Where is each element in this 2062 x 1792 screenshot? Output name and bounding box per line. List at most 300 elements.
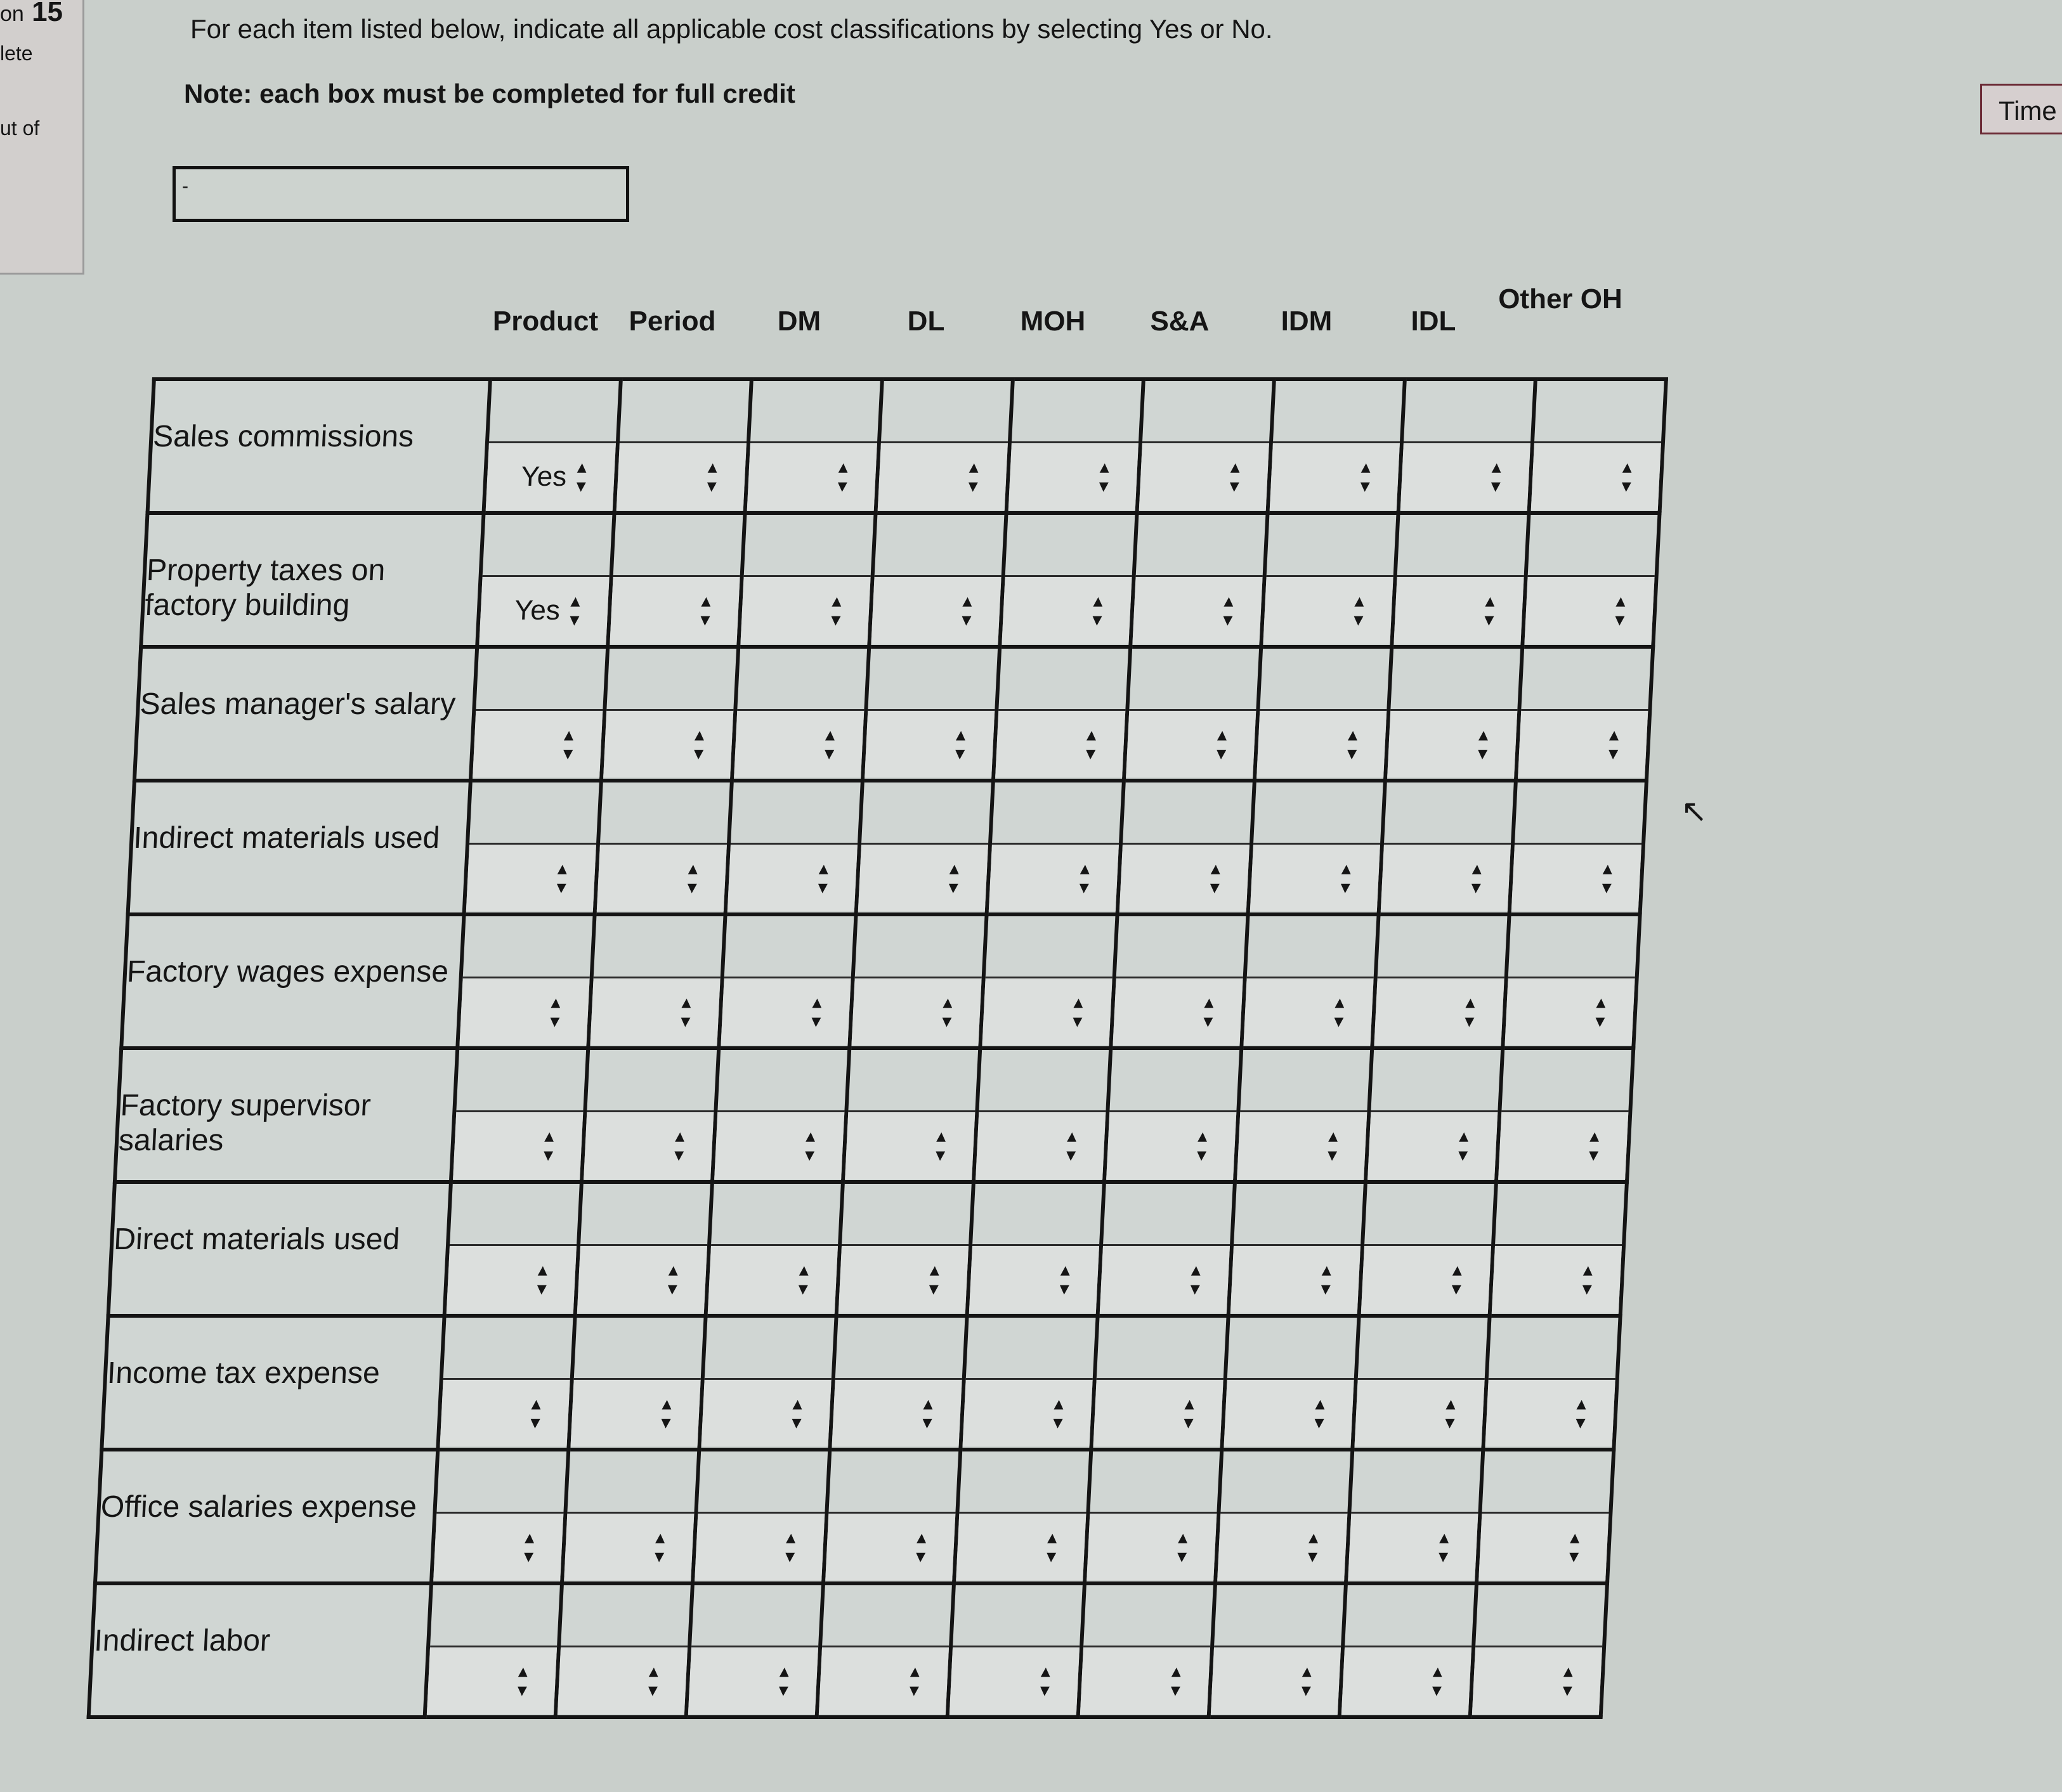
column-header: MOH bbox=[1020, 306, 1086, 337]
updown-arrows-icon: ▴ ▾ bbox=[1209, 857, 1221, 898]
updown-arrows-icon: ▴ ▾ bbox=[928, 1259, 940, 1299]
table-cell bbox=[562, 1450, 699, 1583]
table-cell bbox=[1007, 379, 1144, 513]
selected-value: Yes bbox=[514, 594, 561, 626]
yes-no-select[interactable] bbox=[1256, 711, 1387, 777]
table-cell bbox=[954, 1450, 1091, 1583]
yes-no-select[interactable] bbox=[1504, 978, 1635, 1045]
table-cell bbox=[1352, 1316, 1489, 1450]
updown-arrows-icon: ▴ ▾ bbox=[935, 1125, 947, 1165]
table-cell bbox=[1496, 1048, 1633, 1182]
updown-arrows-icon: ▴ ▾ bbox=[1490, 456, 1502, 497]
updown-arrows-icon: ▴ ▾ bbox=[654, 1526, 666, 1567]
yes-no-select[interactable] bbox=[865, 711, 995, 777]
table-cell bbox=[745, 379, 882, 513]
updown-arrows-icon: ▴ ▾ bbox=[1614, 590, 1626, 630]
updown-arrows-icon: ▴ ▾ bbox=[1183, 1393, 1195, 1433]
table-cell bbox=[686, 1583, 823, 1717]
column-header: DL bbox=[907, 306, 945, 337]
updown-arrows-icon: ▴ ▾ bbox=[536, 1259, 548, 1299]
table-row bbox=[141, 513, 1659, 647]
table-cell bbox=[1118, 781, 1255, 914]
yes-no-select[interactable] bbox=[1217, 1514, 1347, 1580]
updown-arrows-icon: ▴ ▾ bbox=[516, 1660, 529, 1701]
row-label: Sales manager's salary bbox=[134, 647, 477, 781]
table-cell bbox=[1503, 914, 1640, 1048]
table-cell bbox=[464, 781, 601, 914]
updown-arrows-icon: ▴ ▾ bbox=[941, 991, 953, 1032]
row-label: Indirect labor bbox=[89, 1583, 431, 1717]
yes-no-select[interactable] bbox=[433, 1514, 563, 1580]
updown-arrows-icon: ▴ ▾ bbox=[1581, 1259, 1593, 1299]
yes-no-select[interactable] bbox=[1498, 1112, 1628, 1179]
table-row bbox=[148, 379, 1666, 513]
updown-arrows-icon: ▴ ▾ bbox=[523, 1526, 535, 1567]
table-row bbox=[115, 1048, 1633, 1182]
table-cell bbox=[1130, 513, 1267, 647]
table-cell bbox=[863, 647, 1000, 781]
table-cell bbox=[1085, 1450, 1222, 1583]
yes-no-select[interactable] bbox=[459, 978, 589, 1045]
updown-arrows-icon: ▴ ▾ bbox=[1098, 456, 1110, 497]
table-row bbox=[101, 1316, 1620, 1450]
row-label: Direct materials used bbox=[108, 1182, 451, 1316]
row-label: Factory supervisor salaries bbox=[115, 1048, 457, 1182]
yes-no-select[interactable] bbox=[1387, 711, 1517, 777]
updown-arrows-icon: ▴ ▾ bbox=[1347, 724, 1359, 764]
table-cell bbox=[1516, 647, 1653, 781]
table-cell bbox=[993, 647, 1130, 781]
yes-no-select[interactable] bbox=[949, 1647, 1080, 1714]
updown-arrows-icon: ▴ ▾ bbox=[797, 1259, 809, 1299]
row-label: Income tax expense bbox=[101, 1316, 444, 1450]
updown-arrows-icon: ▴ ▾ bbox=[674, 1125, 686, 1165]
updown-arrows-icon: ▴ ▾ bbox=[1595, 991, 1607, 1032]
table-cell bbox=[1470, 1583, 1607, 1717]
table-cell bbox=[1392, 513, 1529, 647]
updown-arrows-icon: ▴ ▾ bbox=[955, 724, 967, 764]
yes-no-select[interactable] bbox=[1126, 711, 1256, 777]
row-label: Property taxes on factory building bbox=[141, 513, 483, 647]
yes-no-select[interactable] bbox=[1355, 1380, 1485, 1446]
updown-arrows-icon: ▴ ▾ bbox=[667, 1259, 679, 1299]
table-cell bbox=[706, 1182, 843, 1316]
yes-no-select[interactable] bbox=[1086, 1514, 1217, 1580]
yes-no-select[interactable] bbox=[832, 1380, 962, 1446]
table-cell bbox=[1477, 1450, 1614, 1583]
table-cell bbox=[856, 781, 993, 914]
table-cell bbox=[712, 1048, 849, 1182]
table-cell bbox=[1255, 647, 1392, 781]
updown-arrows-icon: ▴ ▾ bbox=[1196, 1125, 1208, 1165]
table-cell bbox=[1248, 781, 1385, 914]
updown-arrows-icon: ▴ ▾ bbox=[680, 991, 692, 1032]
yes-no-select[interactable] bbox=[1381, 845, 1511, 911]
yes-no-select[interactable] bbox=[1132, 577, 1262, 644]
table-cell bbox=[1483, 1316, 1620, 1450]
updown-arrows-icon: ▴ ▾ bbox=[1484, 590, 1496, 630]
updown-arrows-icon: ▴ ▾ bbox=[1307, 1526, 1319, 1567]
updown-arrows-icon: ▴ ▾ bbox=[1320, 1259, 1332, 1299]
yes-no-select[interactable] bbox=[1524, 577, 1654, 644]
yes-no-select[interactable] bbox=[989, 845, 1119, 911]
yes-no-select[interactable] bbox=[1243, 978, 1373, 1045]
updown-arrows-icon: ▴ ▾ bbox=[563, 724, 575, 764]
table-cell bbox=[726, 781, 863, 914]
column-header: S&A bbox=[1150, 306, 1210, 337]
row-label: Factory wages expense bbox=[121, 914, 464, 1048]
table-cell bbox=[1111, 914, 1248, 1048]
table-cell bbox=[849, 914, 986, 1048]
table-cell bbox=[974, 1048, 1111, 1182]
updown-arrows-icon: ▴ ▾ bbox=[660, 1393, 672, 1433]
yes-no-select[interactable] bbox=[577, 1246, 707, 1313]
table-cell bbox=[1235, 1048, 1372, 1182]
yes-no-select[interactable] bbox=[963, 1380, 1093, 1446]
updown-arrows-icon: ▴ ▾ bbox=[543, 1125, 555, 1165]
updown-arrows-icon: ▴ ▾ bbox=[1170, 1660, 1182, 1701]
table-cell bbox=[1510, 781, 1647, 914]
yes-no-select[interactable] bbox=[564, 1514, 694, 1580]
updown-arrows-icon: ▴ ▾ bbox=[706, 456, 718, 497]
column-header: IDM bbox=[1281, 306, 1333, 337]
table-cell bbox=[471, 647, 608, 781]
column-header: Other OH bbox=[1498, 283, 1622, 315]
table-cell bbox=[1098, 1182, 1235, 1316]
table-row bbox=[134, 647, 1653, 781]
table-cell bbox=[948, 1583, 1085, 1717]
table-cell bbox=[987, 781, 1124, 914]
yes-no-select[interactable] bbox=[1100, 1246, 1230, 1313]
table-row bbox=[95, 1450, 1614, 1583]
yes-no-select[interactable] bbox=[1093, 1380, 1223, 1446]
yes-no-select[interactable] bbox=[1393, 577, 1524, 644]
yes-no-select[interactable] bbox=[597, 845, 727, 911]
updown-arrows-icon: ▴ ▾ bbox=[693, 724, 705, 764]
table-cell bbox=[588, 914, 725, 1048]
yes-no-select[interactable] bbox=[995, 711, 1125, 777]
points-label: ut of bbox=[0, 117, 40, 140]
updown-arrows-icon: ▴ ▾ bbox=[647, 1660, 660, 1701]
yes-no-select[interactable] bbox=[976, 1112, 1106, 1179]
yes-no-select[interactable] bbox=[1478, 1514, 1608, 1580]
table-cell bbox=[1078, 1583, 1215, 1717]
table-cell bbox=[477, 513, 614, 647]
yes-no-select[interactable] bbox=[610, 577, 740, 644]
updown-arrows-icon: ▴ ▾ bbox=[1569, 1526, 1581, 1567]
table-cell bbox=[1340, 1583, 1477, 1717]
table-cell bbox=[582, 1048, 719, 1182]
yes-no-select[interactable] bbox=[701, 1380, 832, 1446]
yes-no-select[interactable] bbox=[1485, 1380, 1615, 1446]
updown-arrows-icon: ▴ ▾ bbox=[1046, 1526, 1058, 1567]
updown-arrows-icon: ▴ ▾ bbox=[1066, 1125, 1078, 1165]
table-cell bbox=[1529, 379, 1666, 513]
updown-arrows-icon: ▴ ▾ bbox=[804, 1125, 816, 1165]
table-cell bbox=[732, 647, 869, 781]
updown-arrows-icon: ▴ ▾ bbox=[967, 456, 979, 497]
yes-no-select[interactable] bbox=[584, 1112, 714, 1179]
table-cell bbox=[817, 1583, 954, 1717]
table-cell bbox=[575, 1182, 712, 1316]
updown-arrows-icon: ▴ ▾ bbox=[1444, 1393, 1456, 1433]
updown-arrows-icon: ▴ ▾ bbox=[1078, 857, 1090, 898]
yes-no-select[interactable] bbox=[1250, 845, 1380, 911]
yes-no-select[interactable] bbox=[845, 1112, 975, 1179]
column-header: Product bbox=[492, 306, 599, 337]
table-cell bbox=[431, 1450, 568, 1583]
yes-no-select[interactable] bbox=[1348, 1514, 1478, 1580]
table-cell bbox=[484, 379, 621, 513]
yes-no-select[interactable] bbox=[1518, 711, 1648, 777]
yes-no-select[interactable] bbox=[1230, 1246, 1361, 1313]
column-header: DM bbox=[777, 306, 821, 337]
yes-no-select[interactable] bbox=[1511, 845, 1641, 911]
yes-no-select[interactable] bbox=[740, 577, 870, 644]
yes-no-select[interactable] bbox=[558, 1647, 688, 1714]
updown-arrows-icon: ▴ ▾ bbox=[1327, 1125, 1339, 1165]
updown-arrows-icon: ▴ ▾ bbox=[817, 857, 829, 898]
instructions-text: For each item listed below, indicate all applicable cost classifications by selecting Yes or No. bbox=[190, 14, 1273, 44]
table-cell bbox=[1490, 1182, 1627, 1316]
table-cell bbox=[556, 1583, 693, 1717]
yes-no-select[interactable] bbox=[447, 1246, 577, 1313]
yes-no-select[interactable] bbox=[453, 1112, 583, 1179]
table-cell bbox=[1241, 914, 1378, 1048]
updown-arrows-icon: ▴ ▾ bbox=[1601, 857, 1613, 898]
updown-arrows-icon: ▴ ▾ bbox=[1431, 1660, 1444, 1701]
updown-arrows-icon: ▴ ▾ bbox=[569, 590, 581, 630]
yes-no-select[interactable] bbox=[1270, 443, 1400, 510]
yes-no-select[interactable] bbox=[1211, 1647, 1341, 1714]
updown-arrows-icon: ▴ ▾ bbox=[1588, 1125, 1600, 1165]
yes-no-select[interactable] bbox=[473, 711, 603, 777]
table-cell bbox=[693, 1450, 830, 1583]
table-cell bbox=[699, 1316, 836, 1450]
yes-no-select[interactable] bbox=[603, 711, 733, 777]
table-cell bbox=[823, 1450, 960, 1583]
updown-arrows-icon: ▴ ▾ bbox=[1314, 1393, 1326, 1433]
updown-arrows-icon: ▴ ▾ bbox=[530, 1393, 542, 1433]
yes-no-select[interactable] bbox=[466, 845, 596, 911]
yes-no-select[interactable] bbox=[839, 1246, 969, 1313]
yes-no-select[interactable] bbox=[571, 1380, 701, 1446]
updown-arrows-icon: ▴ ▾ bbox=[1300, 1660, 1313, 1701]
yes-no-select[interactable] bbox=[1400, 443, 1530, 510]
table-cell bbox=[1268, 379, 1405, 513]
updown-arrows-icon: ▴ ▾ bbox=[556, 857, 568, 898]
table-cell bbox=[1137, 379, 1274, 513]
table-cell bbox=[1359, 1182, 1496, 1316]
table-row bbox=[128, 781, 1647, 914]
table-cell bbox=[595, 781, 732, 914]
yes-no-select[interactable] bbox=[956, 1514, 1086, 1580]
table-cell bbox=[1215, 1450, 1352, 1583]
yes-no-select[interactable] bbox=[1119, 845, 1250, 911]
table-cell bbox=[1346, 1450, 1483, 1583]
yes-no-select[interactable] bbox=[486, 443, 616, 510]
yes-no-select[interactable] bbox=[1237, 1112, 1367, 1179]
updown-arrows-icon: ▴ ▾ bbox=[1229, 456, 1241, 497]
updown-arrows-icon: ▴ ▾ bbox=[824, 724, 836, 764]
yes-no-select[interactable] bbox=[734, 711, 864, 777]
table-cell bbox=[830, 1316, 967, 1450]
yes-no-select[interactable] bbox=[1224, 1380, 1354, 1446]
updown-arrows-icon: ▴ ▾ bbox=[915, 1526, 927, 1567]
table-cell bbox=[1124, 647, 1261, 781]
updown-arrows-icon: ▴ ▾ bbox=[908, 1660, 921, 1701]
table-cell bbox=[1209, 1583, 1346, 1717]
mouse-cursor-icon: ↖ bbox=[1681, 793, 1707, 829]
table-cell bbox=[1222, 1316, 1359, 1450]
yes-no-select[interactable] bbox=[858, 845, 988, 911]
yes-no-select[interactable] bbox=[1492, 1246, 1622, 1313]
table-cell bbox=[425, 1583, 562, 1717]
updown-arrows-icon: ▴ ▾ bbox=[1451, 1259, 1463, 1299]
yes-no-select[interactable] bbox=[1080, 1647, 1210, 1714]
updown-arrows-icon: ▴ ▾ bbox=[1085, 724, 1097, 764]
updown-arrows-icon: ▴ ▾ bbox=[837, 456, 849, 497]
yes-no-select[interactable] bbox=[825, 1514, 955, 1580]
updown-arrows-icon: ▴ ▾ bbox=[1052, 1393, 1064, 1433]
updown-arrows-icon: ▴ ▾ bbox=[1458, 1125, 1470, 1165]
updown-arrows-icon: ▴ ▾ bbox=[1177, 1526, 1189, 1567]
updown-arrows-icon: ▴ ▾ bbox=[1189, 1259, 1201, 1299]
yes-no-select[interactable] bbox=[1367, 1112, 1498, 1179]
row-label: Sales commissions bbox=[148, 379, 490, 513]
yes-no-select[interactable] bbox=[1472, 1647, 1602, 1714]
table-cell bbox=[1000, 513, 1137, 647]
updown-arrows-icon: ▴ ▾ bbox=[1562, 1660, 1574, 1701]
table-cell bbox=[457, 914, 594, 1048]
yes-no-select[interactable] bbox=[851, 978, 981, 1045]
yes-no-select[interactable] bbox=[969, 1246, 1099, 1313]
row-label: Office salaries expense bbox=[95, 1450, 438, 1583]
yes-no-select[interactable] bbox=[1002, 577, 1132, 644]
table-cell bbox=[451, 1048, 588, 1182]
updown-arrows-icon: ▴ ▾ bbox=[549, 991, 561, 1032]
yes-no-select[interactable] bbox=[708, 1246, 838, 1313]
answer-input[interactable]: - bbox=[173, 166, 629, 222]
table-cell bbox=[843, 1048, 980, 1182]
column-headers bbox=[0, 0, 2062, 380]
table-cell bbox=[738, 513, 875, 647]
updown-arrows-icon: ▴ ▾ bbox=[1477, 724, 1489, 764]
table-cell bbox=[615, 379, 752, 513]
yes-no-select[interactable] bbox=[714, 1112, 844, 1179]
updown-arrows-icon: ▴ ▾ bbox=[1353, 590, 1365, 630]
column-header: IDL bbox=[1411, 306, 1456, 337]
updown-arrows-icon: ▴ ▾ bbox=[1608, 724, 1620, 764]
question-number: on 15 bbox=[0, 0, 63, 27]
updown-arrows-icon: ▴ ▾ bbox=[778, 1660, 790, 1701]
yes-no-select[interactable] bbox=[1008, 443, 1139, 510]
completion-status: lete bbox=[0, 42, 33, 65]
row-label: Indirect materials used bbox=[128, 781, 471, 914]
updown-arrows-icon: ▴ ▾ bbox=[1092, 590, 1104, 630]
column-header: Period bbox=[629, 306, 716, 337]
updown-arrows-icon: ▴ ▾ bbox=[791, 1393, 803, 1433]
yes-no-select[interactable] bbox=[688, 1647, 818, 1714]
table-cell bbox=[1379, 781, 1516, 914]
table-cell bbox=[601, 647, 738, 781]
updown-arrows-icon: ▴ ▾ bbox=[922, 1393, 934, 1433]
yes-no-select[interactable] bbox=[1341, 1647, 1471, 1714]
table-cell bbox=[1229, 1182, 1366, 1316]
updown-arrows-icon: ▴ ▾ bbox=[1039, 1660, 1052, 1701]
updown-arrows-icon: ▴ ▾ bbox=[1359, 456, 1371, 497]
yes-no-select[interactable] bbox=[878, 443, 1008, 510]
yes-no-select[interactable] bbox=[590, 978, 720, 1045]
updown-arrows-icon: ▴ ▾ bbox=[686, 857, 698, 898]
updown-arrows-icon: ▴ ▾ bbox=[1059, 1259, 1071, 1299]
updown-arrows-icon: ▴ ▾ bbox=[700, 590, 712, 630]
updown-arrows-icon: ▴ ▾ bbox=[1464, 991, 1476, 1032]
yes-no-select[interactable] bbox=[982, 978, 1112, 1045]
yes-no-select[interactable] bbox=[617, 443, 747, 510]
table-cell bbox=[568, 1316, 705, 1450]
updown-arrows-icon: ▴ ▾ bbox=[811, 991, 823, 1032]
updown-arrows-icon: ▴ ▾ bbox=[1621, 456, 1633, 497]
selected-value: Yes bbox=[520, 460, 568, 492]
yes-no-select[interactable] bbox=[440, 1380, 570, 1446]
yes-no-select[interactable] bbox=[1106, 1112, 1236, 1179]
table-cell bbox=[876, 379, 1013, 513]
yes-no-select[interactable] bbox=[871, 577, 1001, 644]
yes-no-select[interactable] bbox=[819, 1647, 949, 1714]
table-cell bbox=[719, 914, 856, 1048]
table-cell bbox=[1372, 914, 1509, 1048]
table-cell bbox=[1104, 1048, 1241, 1182]
table-cell bbox=[869, 513, 1006, 647]
yes-no-select[interactable] bbox=[695, 1514, 825, 1580]
yes-no-select[interactable] bbox=[721, 978, 851, 1045]
updown-arrows-icon: ▴ ▾ bbox=[1438, 1526, 1450, 1567]
yes-no-select[interactable] bbox=[1139, 443, 1269, 510]
table-cell bbox=[980, 914, 1117, 1048]
yes-no-select[interactable] bbox=[1374, 978, 1504, 1045]
updown-arrows-icon: ▴ ▾ bbox=[948, 857, 960, 898]
table-row bbox=[108, 1182, 1627, 1316]
updown-arrows-icon: ▴ ▾ bbox=[1340, 857, 1352, 898]
table-cell bbox=[1366, 1048, 1503, 1182]
table-cell bbox=[1261, 513, 1398, 647]
updown-arrows-icon: ▴ ▾ bbox=[1575, 1393, 1587, 1433]
note-text: Note: each box must be completed for full credit bbox=[184, 79, 795, 108]
yes-no-select[interactable] bbox=[747, 443, 877, 510]
table-row bbox=[89, 1583, 1607, 1717]
yes-no-select[interactable] bbox=[1263, 577, 1393, 644]
table-cell bbox=[608, 513, 745, 647]
timer-button[interactable]: Time bbox=[1980, 84, 2062, 134]
updown-arrows-icon: ▴ ▾ bbox=[830, 590, 842, 630]
updown-arrows-icon: ▴ ▾ bbox=[1222, 590, 1234, 630]
yes-no-select[interactable] bbox=[479, 577, 609, 644]
updown-arrows-icon: ▴ ▾ bbox=[1333, 991, 1345, 1032]
table-cell bbox=[1399, 379, 1536, 513]
yes-no-select[interactable] bbox=[1531, 443, 1661, 510]
table-row bbox=[121, 914, 1640, 1048]
updown-arrows-icon: ▴ ▾ bbox=[785, 1526, 797, 1567]
table-cell bbox=[837, 1182, 974, 1316]
table-cell bbox=[960, 1316, 1097, 1450]
yes-no-select[interactable] bbox=[1361, 1246, 1491, 1313]
table-cell bbox=[1091, 1316, 1228, 1450]
yes-no-select[interactable] bbox=[728, 845, 858, 911]
yes-no-select[interactable] bbox=[427, 1647, 557, 1714]
table-cell bbox=[1385, 647, 1522, 781]
yes-no-select[interactable] bbox=[1113, 978, 1243, 1045]
